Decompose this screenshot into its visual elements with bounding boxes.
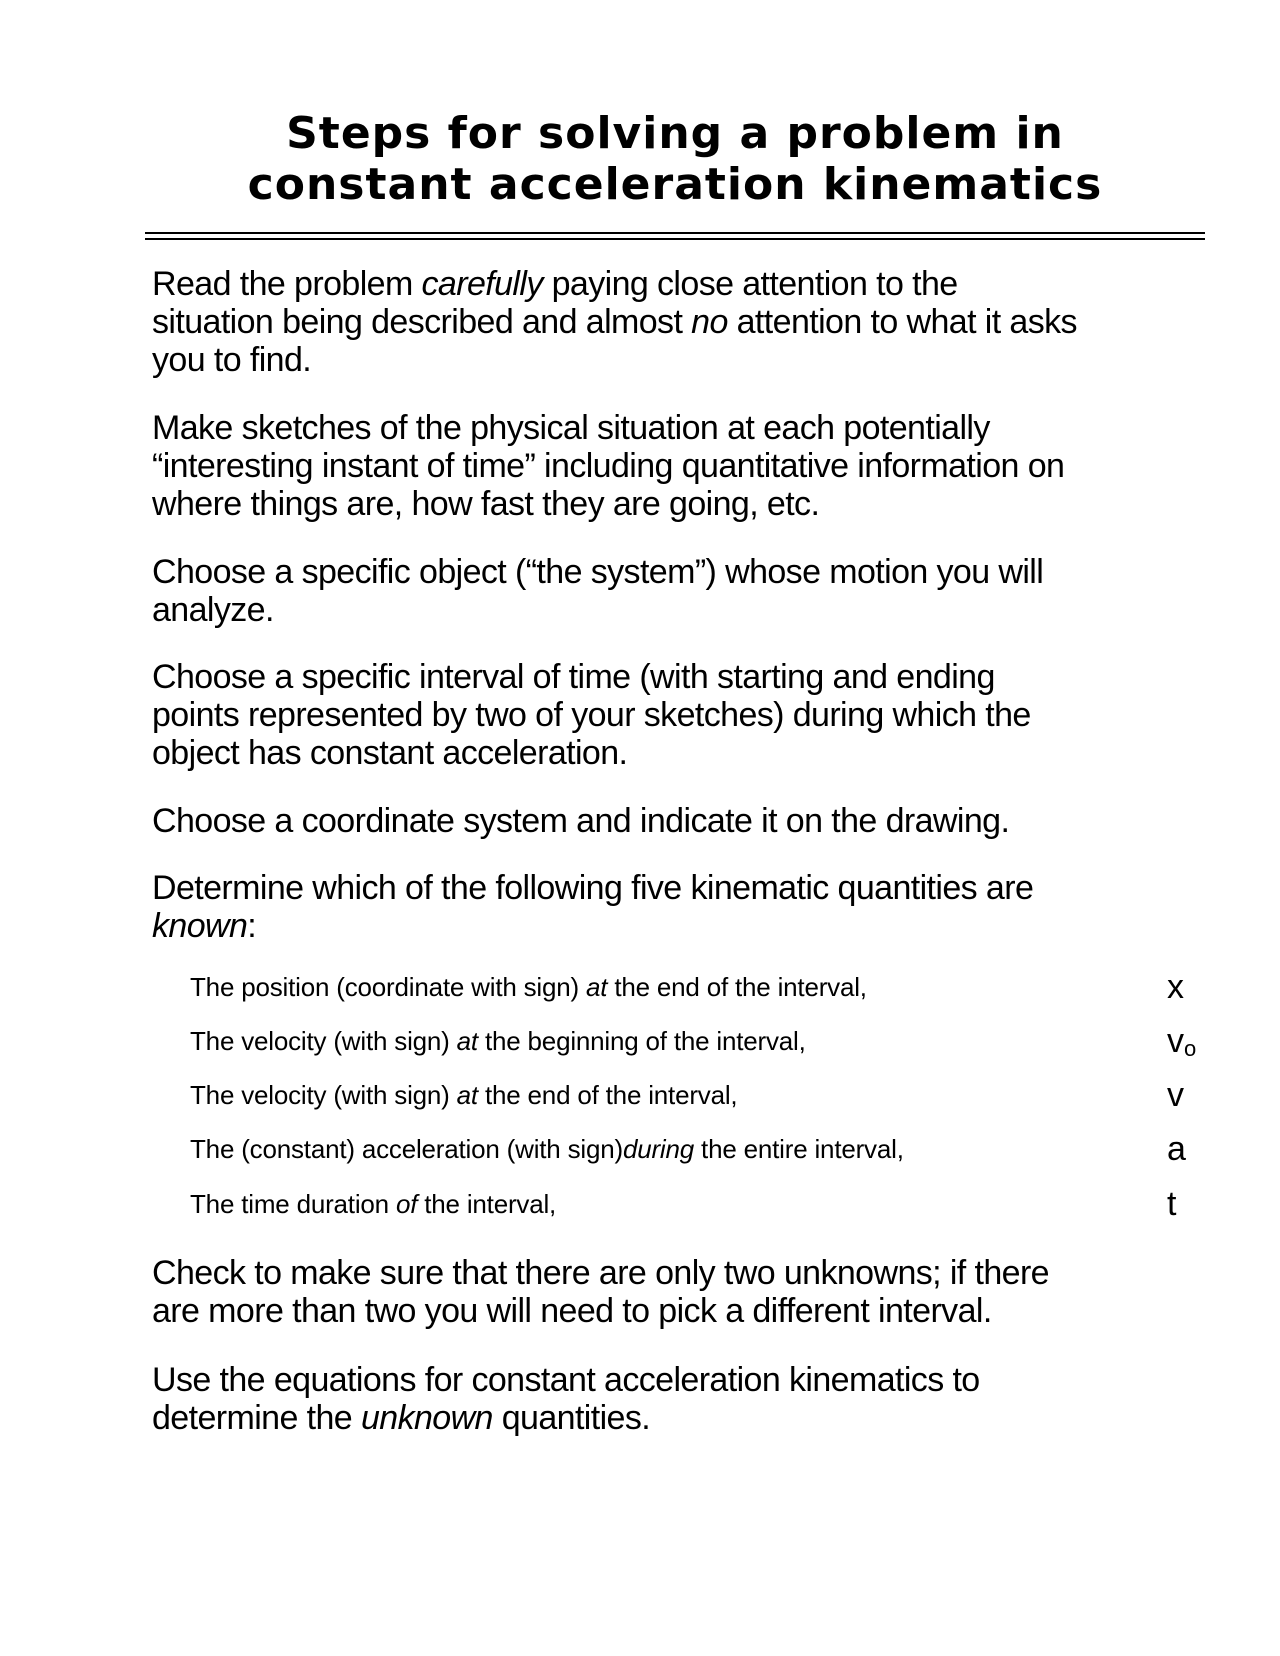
step-read-line-1	[152, 265, 1212, 303]
quantity-text: the beginning of the interval,	[477, 1026, 806, 1056]
quantity-description	[190, 967, 867, 1007]
step-sketch-line-3: where things are, how fast they are going, etc.	[152, 485, 820, 523]
quantity-symbol	[1167, 1129, 1186, 1169]
symbol-letter: x	[1167, 968, 1184, 1006]
title-divider-bottom	[145, 238, 1205, 240]
quantity-description	[190, 1021, 806, 1061]
symbol-letter: v	[1167, 1076, 1184, 1114]
quantity-symbol	[1167, 1075, 1184, 1115]
quantity-row-time	[190, 1184, 1210, 1224]
step-sketch-line-2: “interesting instant of time” including quantitative information on	[152, 447, 1065, 485]
quantity-description	[190, 1184, 556, 1224]
quantity-text: the entire interval,	[694, 1134, 904, 1164]
step-interval-line-3: object has constant acceleration.	[152, 734, 628, 772]
quantity-emphasis: during	[622, 1134, 695, 1164]
step-read-line-2	[152, 303, 1212, 341]
step-read-text: Read the problem	[152, 265, 422, 303]
step-check-line-1: Check to make sure that there are only two unknowns; if there	[152, 1254, 1049, 1292]
quantity-description	[190, 1075, 737, 1115]
step-coordinate-line-1: Choose a coordinate system and indicate it on the drawing.	[152, 802, 1010, 840]
symbol-letter: a	[1167, 1130, 1186, 1168]
quantity-text: The position (coordinate with sign)	[190, 972, 587, 1002]
quantity-text: the end of the interval,	[607, 972, 867, 1002]
quantity-text: The velocity (with sign)	[190, 1026, 457, 1056]
step-interval-line-1: Choose a specific interval of time (with starting and ending	[152, 658, 995, 696]
quantity-emphasis: of	[395, 1189, 418, 1219]
step-system-line-1: Choose a specific object (“the system”) whose motion you will	[152, 553, 1044, 591]
step-determine-line-2	[152, 907, 1212, 945]
emphasis-carefully: carefully	[421, 265, 543, 303]
step-equations-line-2	[152, 1399, 1212, 1437]
quantity-row-final-velocity	[190, 1075, 1210, 1115]
emphasis-known: known	[152, 907, 248, 945]
step-determine-known	[152, 869, 1212, 945]
emphasis-unknown: unknown	[360, 1399, 493, 1437]
step-sketch-line-1: Make sketches of the physical situation at each potentially	[152, 409, 990, 447]
quantity-text: The velocity (with sign)	[190, 1080, 457, 1110]
step-determine-line-1: Determine which of the following five kinematic quantities are	[152, 869, 1034, 907]
title-line-2: constant acceleration kinematics	[247, 159, 1103, 210]
symbol-letter: t	[1167, 1185, 1177, 1223]
quantity-row-initial-velocity	[190, 1021, 1210, 1061]
quantity-text: the end of the interval,	[477, 1080, 738, 1110]
symbol-subscript: o	[1184, 1036, 1197, 1061]
page-title	[145, 108, 1205, 210]
step-check-unknowns	[152, 1254, 1212, 1330]
title-divider-top	[145, 232, 1205, 234]
step-system-line-2: analyze.	[152, 591, 274, 629]
step-use-equations	[152, 1361, 1212, 1437]
quantity-row-acceleration	[190, 1129, 1210, 1169]
step-choose-system	[152, 553, 1212, 629]
quantity-emphasis: at	[456, 1026, 478, 1056]
step-read-text: situation being described and almost	[152, 303, 692, 341]
step-equations-text: determine the	[152, 1399, 361, 1437]
quantity-emphasis: at	[586, 972, 608, 1002]
step-make-sketches	[152, 409, 1212, 523]
quantity-symbol	[1167, 1021, 1196, 1061]
step-choose-coordinate-system	[152, 802, 1212, 840]
quantity-text: The time duration	[190, 1189, 396, 1219]
quantity-symbol	[1167, 967, 1184, 1007]
quantity-symbol	[1167, 1184, 1176, 1224]
step-read-line-3: you to find.	[152, 341, 312, 379]
step-choose-interval	[152, 658, 1212, 772]
step-determine-text: :	[247, 907, 257, 945]
step-equations-text: quantities.	[492, 1399, 651, 1437]
step-check-line-2: are more than two you will need to pick a different interval.	[152, 1292, 992, 1330]
symbol-letter: v	[1167, 1022, 1184, 1060]
step-read-problem	[152, 265, 1212, 379]
quantity-emphasis: at	[456, 1080, 478, 1110]
step-read-text: paying close attention to the	[542, 265, 958, 303]
quantity-description	[190, 1129, 904, 1169]
step-interval-line-2: points represented by two of your sketches) during which the	[152, 696, 1031, 734]
quantity-text: The (constant) acceleration (with sign)	[190, 1134, 623, 1164]
step-equations-line-1: Use the equations for constant acceleration kinematics to	[152, 1361, 980, 1399]
quantity-row-position	[190, 967, 1210, 1007]
quantity-text: the interval,	[417, 1189, 557, 1219]
step-read-text: attention to what it asks	[727, 303, 1077, 341]
title-line-1: Steps for solving a problem in	[286, 108, 1064, 159]
emphasis-no: no	[691, 303, 728, 341]
